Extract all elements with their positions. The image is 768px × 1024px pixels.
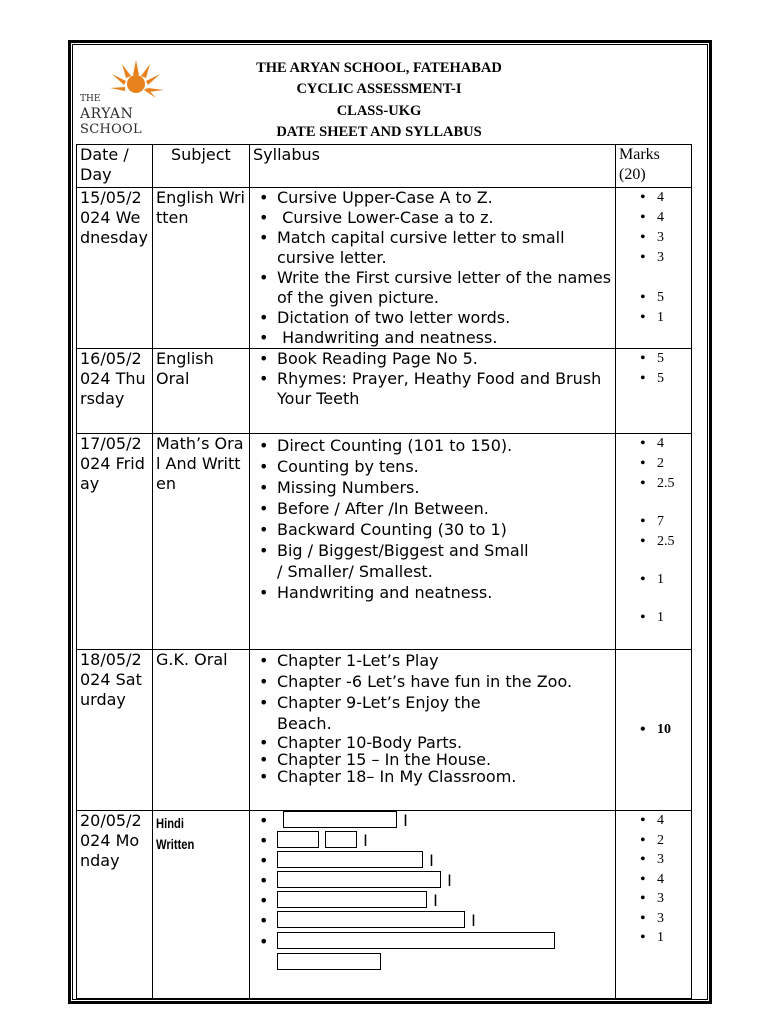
hindi-glyphs [283,811,397,828]
row-marks [616,811,692,999]
row-syllabus [250,650,616,811]
table-header-row [77,145,692,188]
row-date: 16/05/2024 Thursday [77,349,153,434]
mark-item: • 2 [619,454,688,474]
date-sheet-table [76,144,692,999]
syllabus-item [253,931,612,973]
row-syllabus [250,434,616,650]
mark-item: • 1 [619,608,688,628]
mark-item: • 7 [619,512,688,532]
syllabus-item: • Cursive Lower-Case a to z. [253,208,612,228]
row-marks [616,349,692,434]
mark-item: • 3 [619,909,688,929]
row-marks [616,434,692,650]
syllabus-item: • Backward Counting (30 to 1) [253,519,612,540]
syllabus-item: • Missing Numbers. [253,477,612,498]
table-row [77,650,692,811]
school-name: THE ARYAN SCHOOL, FATEHABAD [256,60,502,76]
mark-item: • 4 [619,434,688,454]
row-marks [616,650,692,811]
syllabus-item: • Chapter -6 Let’s have fun in the Zoo. [253,671,612,692]
hindi-syllabus-list [253,811,612,973]
syllabus-item: • Write the First cursive letter of the names of the given picture. [253,268,612,308]
hindi-glyphs [277,911,465,928]
mark-item: • 2.5 [619,532,688,552]
syllabus-item: • Rhymes: Prayer, Heathy Food and Brush Your Teeth [253,369,612,409]
hindi-glyphs [277,891,427,908]
syllabus-item: • Chapter 1-Let’s Play [253,650,612,671]
mark-item: • 4 [619,208,688,228]
table-row [77,811,692,999]
mark-item: • 3 [619,228,688,248]
row-date: 15/05/2024 Wednesday [77,188,153,349]
mark-item: • 4 [619,870,688,890]
mark-item: • 5 [619,288,688,308]
table-row [77,349,692,434]
hindi-glyphs [277,871,441,888]
row-subject-text: Hindi Written [156,815,195,852]
mark-item: • 1 [619,570,688,590]
syllabus-item: • I [253,811,612,831]
row-date: 18/05/2024 Saturday [77,650,153,811]
row-subject: English Written [153,188,250,349]
syllabus-item: • I [253,911,612,931]
document-title: DATE SHEET AND SYLLABUS [276,124,482,140]
hindi-glyphs [277,831,319,848]
mark-item: • 1 [619,928,688,948]
table-row [77,434,692,650]
mark-item: • 1 [619,308,688,328]
table-row [77,188,692,349]
syllabus-item: • Dictation of two letter words. [253,308,612,328]
row-date-text: 17/05/2024 Friday [80,434,145,493]
syllabus-item: • Handwriting and neatness. [253,328,612,348]
row-subject [153,811,250,999]
syllabus-item: • Big / Biggest/Biggest and Small / Smaller/ Smallest. [253,540,612,582]
syllabus-item: • Chapter 15 – In the House. [253,751,612,768]
logo-text-aryan: ARYAN [80,106,134,122]
syllabus-item: • Counting by tens. [253,456,612,477]
syllabus-item: • Chapter 10-Body Parts. [253,734,612,751]
row-syllabus [250,349,616,434]
row-subject: English Oral [153,349,250,434]
syllabus-item: • Chapter 18– In My Classroom. [253,768,612,785]
syllabus-item: • I [253,831,612,851]
syllabus-item: • Cursive Upper-Case A to Z. [253,188,612,208]
mark-item: • 3 [619,248,688,268]
mark-item: • 2.5 [619,474,688,494]
mark-item: • 10 [619,720,688,740]
header [76,58,690,144]
syllabus-item: • Book Reading Page No 5. [253,349,612,369]
row-marks [616,188,692,349]
mark-item: • 3 [619,889,688,909]
logo-text-the: THE [80,94,101,104]
hindi-glyphs [325,831,357,848]
mark-item: • 3 [619,850,688,870]
exam-name: CYCLIC ASSESSMENT-I [296,81,462,97]
mark-item: • 5 [619,369,688,389]
logo-text-school: SCHOOL [80,122,142,137]
mark-item: • 4 [619,188,688,208]
mark-item: • 5 [619,349,688,369]
row-subject: Math’s Oral And Written [153,434,250,650]
syllabus-item: • I [253,871,612,891]
row-subject: G.K. Oral [153,650,250,811]
header-date: Date / Day [77,145,153,188]
syllabus-item: • Before / After /In Between. [253,498,612,519]
hindi-glyphs [277,953,381,970]
syllabus-item: • I [253,851,612,871]
row-syllabus [250,811,616,999]
row-date [77,434,153,650]
syllabus-item: • Handwriting and neatness. [253,582,612,603]
syllabus-item: • Chapter 9-Let’s Enjoy the Beach. [253,692,612,734]
row-syllabus [250,188,616,349]
header-marks: Marks (20) [616,145,692,188]
syllabus-item: • I [253,891,612,911]
mark-item: • 2 [619,831,688,851]
mark-item: • 4 [619,811,688,831]
row-date: 20/05/2024 Monday [77,811,153,999]
syllabus-item: • Direct Counting (101 to 150). [253,435,612,456]
class-name: CLASS-UKG [336,103,422,119]
header-syllabus: Syllabus [250,145,616,188]
hindi-glyphs [277,932,555,949]
hindi-glyphs [277,851,423,868]
header-subject: Subject [153,145,250,188]
syllabus-item: • Match capital cursive letter to small cursive letter. [253,228,612,268]
